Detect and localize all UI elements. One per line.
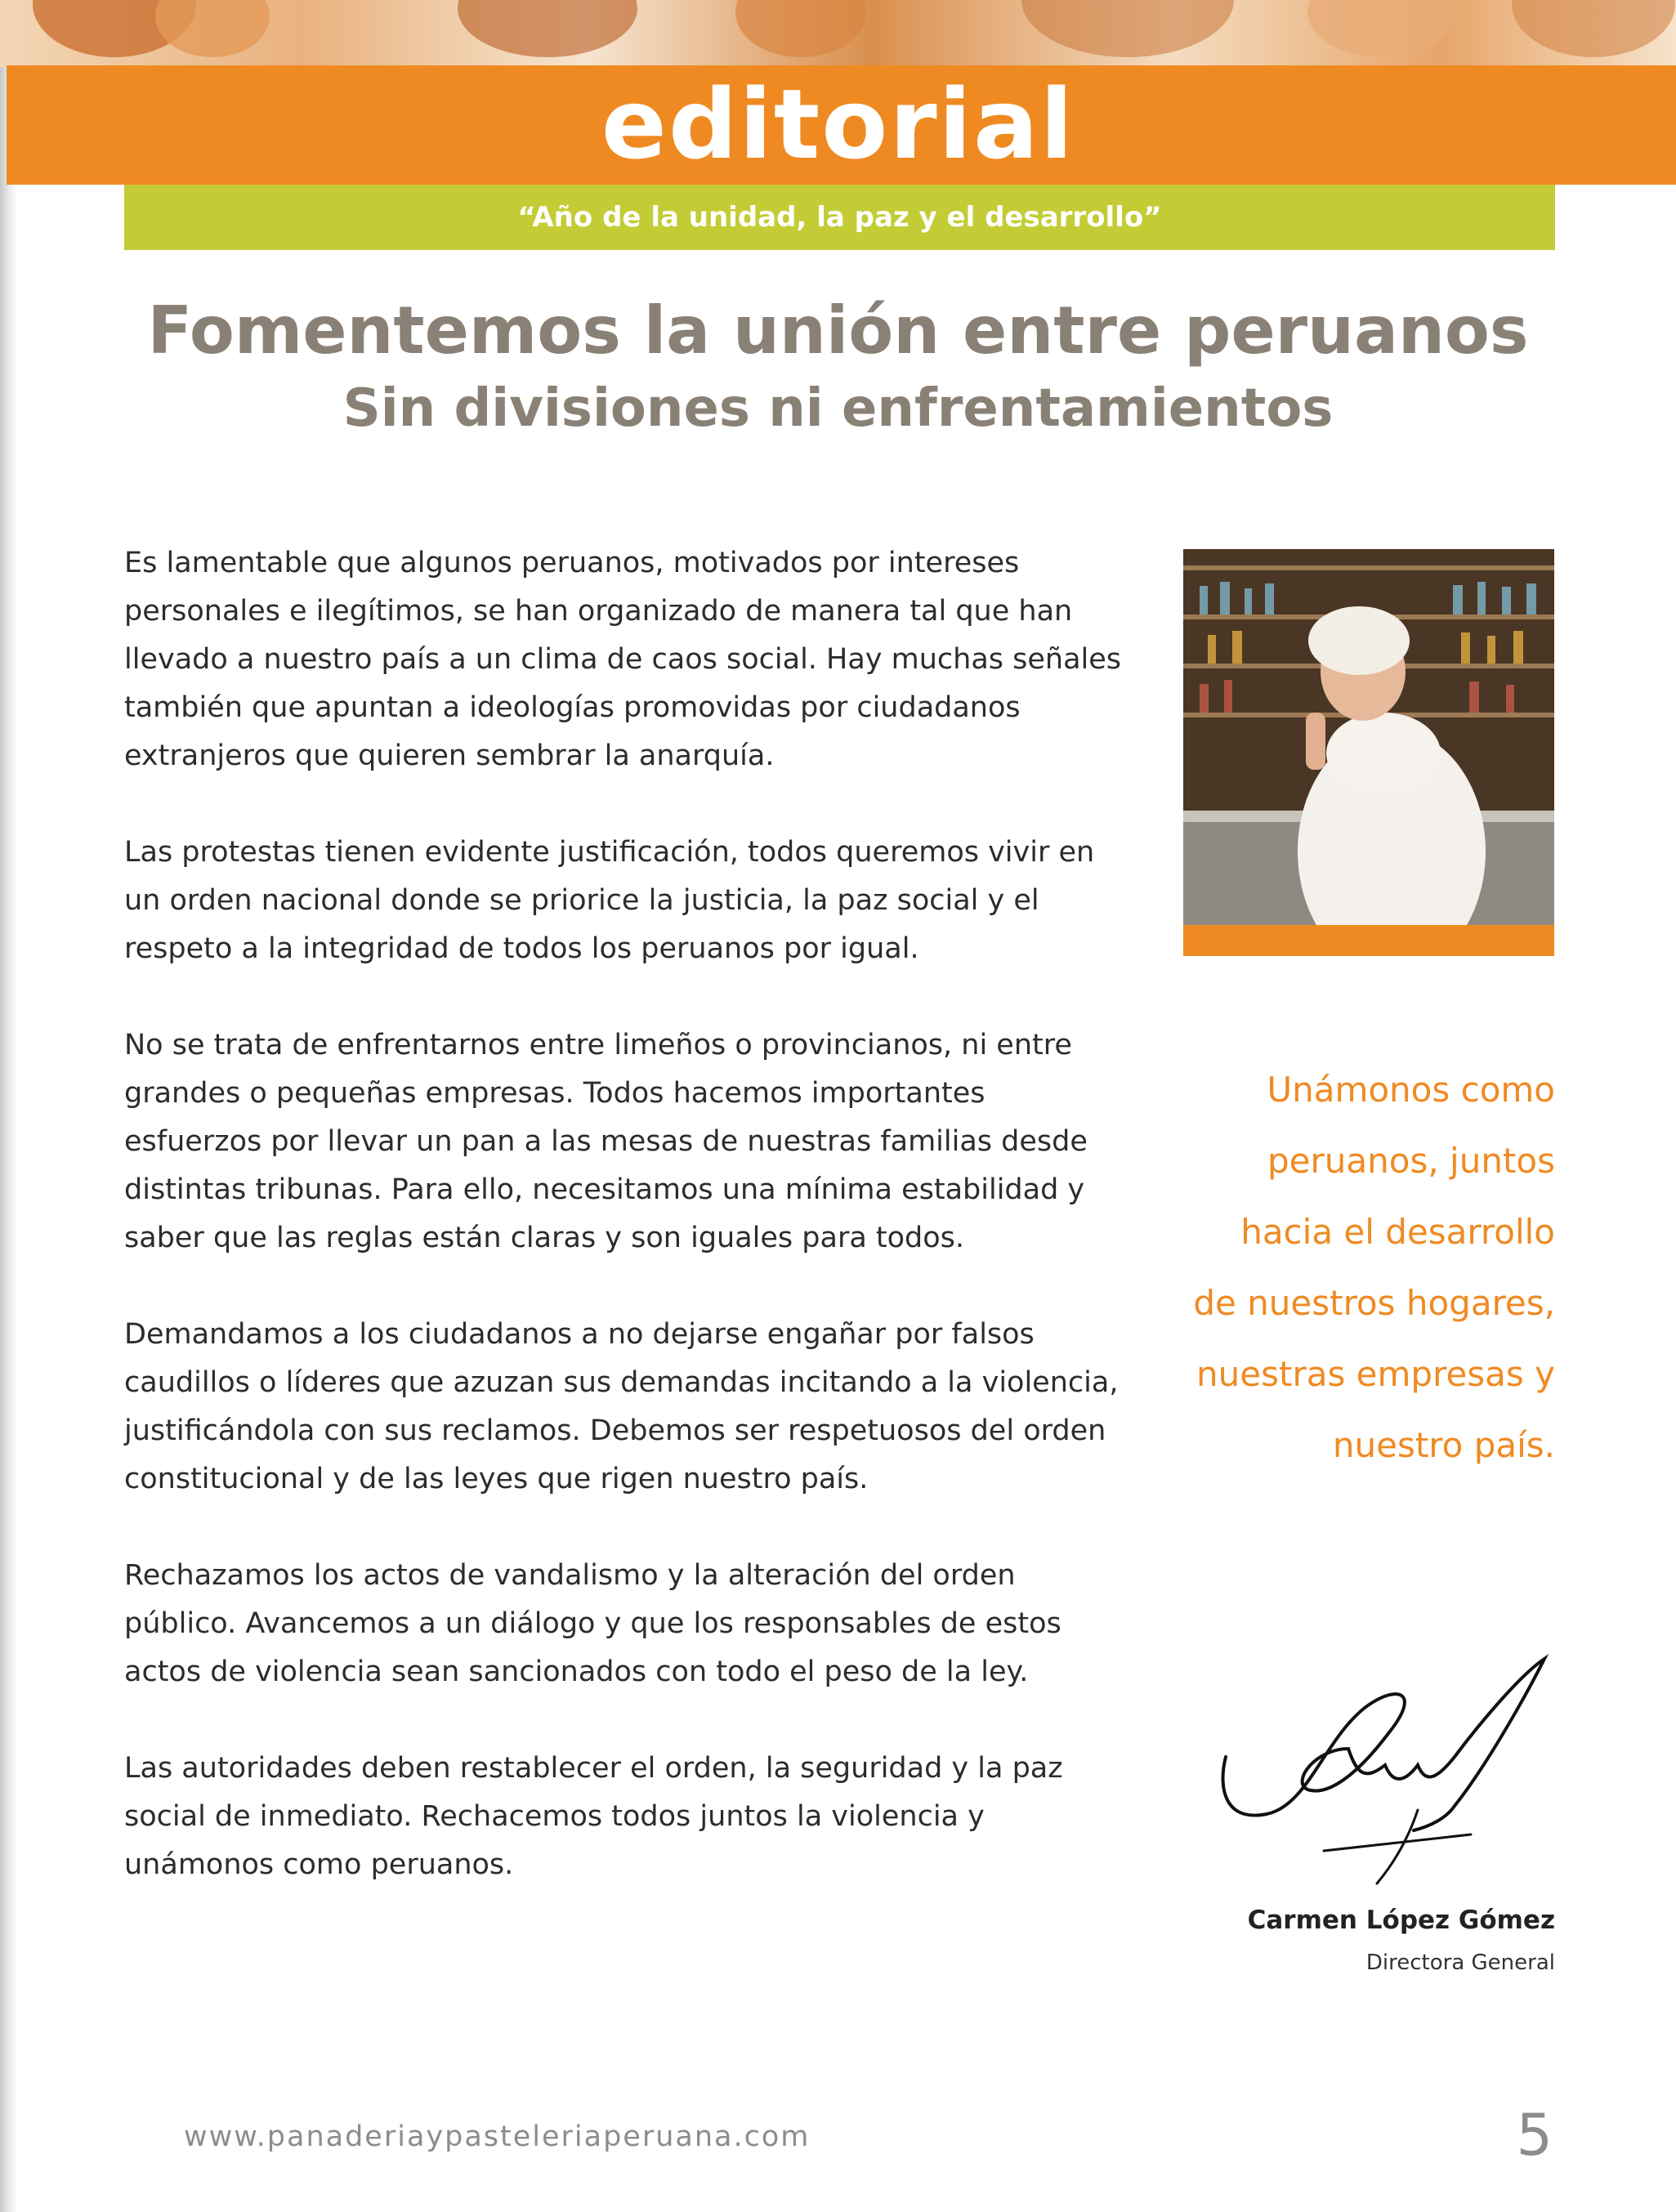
pull-quote-line: de nuestros hogares, (1193, 1283, 1555, 1323)
headline-title: Fomentemos la unión entre peruanos (147, 293, 1529, 369)
headline-subtitle: Sin divisiones ni enfrentamientos (342, 378, 1334, 439)
pull-quote (1144, 1054, 1555, 1481)
author-role: Directora General (1365, 1951, 1555, 1975)
author-name: Carmen López Gómez (1247, 1906, 1555, 1935)
pull-quote-line: Unámonos como (1267, 1070, 1555, 1110)
photo-caption-bar (1183, 925, 1554, 956)
body-paragraph: Es lamentable que algunos peruanos, motivados por intereses personales e ilegítimos, se han organizado de manera tal que han llevado a nuestro país a un clima de caos social. Hay muchas señales también que apuntan a ideologías promovidas por ciudadanos extranjeros que quieren sembrar la anarquía. (124, 547, 1122, 772)
article-body (124, 539, 1129, 1937)
handwritten-signature (1209, 1642, 1553, 1888)
section-title: editorial (601, 68, 1075, 181)
author-photo (1183, 549, 1554, 925)
body-paragraph: No se trata de enfrentarnos entre limeños o provincianos, ni entre grandes o pequeñas empresas. Todos hacemos importantes esfuerzos por llevar un pan a las mesas de nuestras familias desde distintas tribunas. Para ello, necesitamos una mínima estabilidad y saber que las reglas están claras y son iguales para todos. (124, 1029, 1088, 1254)
header-pastry-artwork (0, 0, 1676, 67)
pull-quote-line: hacia el desarrollo (1240, 1212, 1555, 1252)
body-paragraph: Las protestas tienen evidente justificación, todos queremos vivir en un orden nacional donde se priorice la justicia, la paz social y el respeto a la integridad de todos los peruanos por igual. (124, 836, 1095, 965)
pull-quote-line: nuestras empresas y (1196, 1354, 1555, 1394)
body-paragraph: Rechazamos los actos de vandalismo y la alteración del orden público. Avancemos a un diálogo y que los responsables de estos actos de violencia sean sancionados con todo el peso de la ley. (124, 1559, 1061, 1688)
pull-quote-line: peruanos, juntos (1267, 1141, 1555, 1181)
body-paragraph: Las autoridades deben restablecer el orden, la seguridad y la paz social de inmediato. Rechacemos todos juntos la violencia y unámonos como peruanos. (124, 1752, 1063, 1881)
pull-quote-line: nuestro país. (1332, 1425, 1555, 1465)
page-number: 5 (1516, 2102, 1553, 2169)
body-paragraph: Demandamos a los ciudadanos a no dejarse engañar por falsos caudillos o líderes que azuzan sus demandas incitando a la violencia, justificándola con sus reclamos. Debemos ser respetuosos del orden constitucional y de las leyes que rigen nuestro país. (124, 1318, 1119, 1495)
footer-website-url[interactable]: www.panaderiaypasteleriaperuana.com (184, 2120, 811, 2153)
headline-block (0, 290, 1676, 445)
motto-banner: “Año de la unidad, la paz y el desarrollo” (124, 185, 1555, 250)
